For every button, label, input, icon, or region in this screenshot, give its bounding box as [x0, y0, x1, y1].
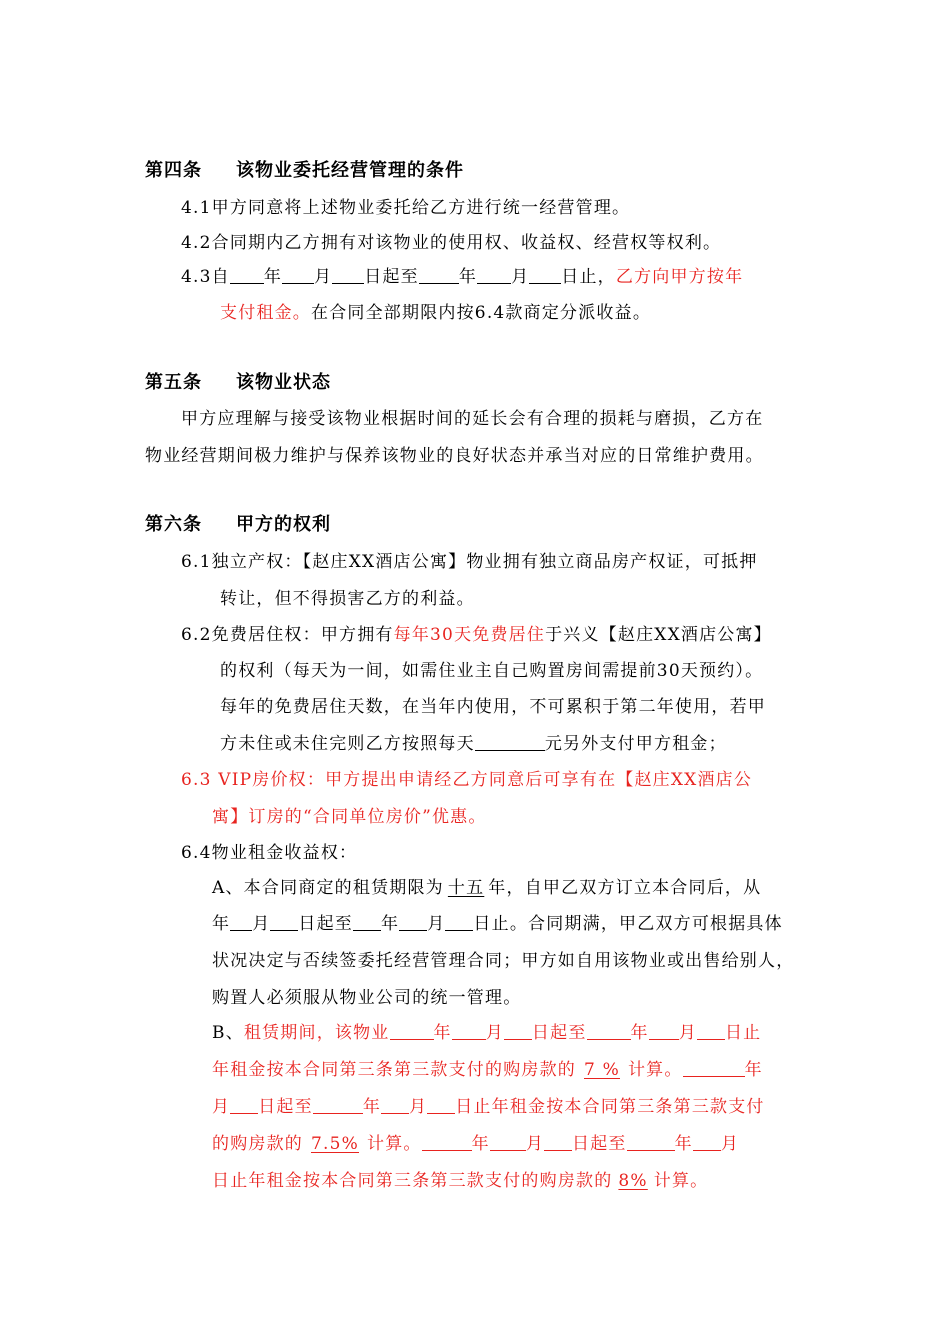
red-emphasis: 乙方向甲方按年 [615, 267, 744, 287]
article-6-heading [145, 514, 331, 536]
clause-4-2: 4.2合同期内乙方拥有对该物业的使用权、收益权、经营权等权利。 [181, 233, 722, 253]
rent-rate-1: 7 % [584, 1060, 620, 1080]
clause-6-2-line-1: 6.2免费居住权：甲方拥有每年30天免费居住于兴义【赵庄XX酒店公寓】 [181, 625, 772, 645]
clause-6-1-line-2: 转让，但不得损害乙方的利益。 [220, 589, 475, 609]
blank-field[interactable] [332, 266, 364, 284]
blank-field[interactable] [627, 1133, 675, 1151]
clause-6-1-line-1: 6.1独立产权：【赵庄XX酒店公寓】物业拥有独立商品房产权证，可抵押 [181, 552, 758, 572]
blank-field[interactable] [477, 266, 511, 284]
clause-4-3-line-2: 支付租金。在合同全部期限内按6.4款商定分派收益。 [220, 303, 652, 323]
blank-field[interactable] [427, 1096, 455, 1114]
blank-field[interactable] [452, 1022, 486, 1040]
clause-6-4-b-line-1: B、租赁期间，该物业 年 月 日起至 年 月 日止 [212, 1023, 762, 1043]
blank-field[interactable] [230, 913, 252, 931]
red-emphasis: 支付租金。 [220, 303, 311, 323]
blank-field[interactable] [270, 913, 298, 931]
article-4-number: 第四条 [145, 160, 202, 181]
blank-field[interactable] [445, 913, 473, 931]
clause-6-3-line-2: 寓】订房的“合同单位房价”优惠。 [212, 807, 487, 827]
clause-4-1: 4.1甲方同意将上述物业委托给乙方进行统一经营管理。 [181, 198, 631, 218]
clause-6-4-b-line-4: 的购房款的 7.5% 计算。 年 月 日起至 年 月 [212, 1134, 740, 1154]
article-6-title: 甲方的权利 [236, 514, 331, 535]
blank-field[interactable] [693, 1133, 721, 1151]
blank-field[interactable] [230, 1096, 258, 1114]
article-5-title: 该物业状态 [236, 372, 331, 393]
clause-6-2-line-3: 每年的免费居住天数，在当年内使用，不可累积于第二年使用，若甲 [220, 697, 766, 717]
blank-field[interactable] [544, 1133, 572, 1151]
clause-6-4-b-line-2: 年租金按本合同第三条第三款支付的购房款的 7 % 计算。 年 [212, 1060, 763, 1080]
lease-term-value: 十五 [447, 878, 485, 898]
clause-6-4-a-line-3: 状况决定与否续签委托经营管理合同；甲方如自用该物业或出售给别人， [212, 951, 795, 971]
blank-field[interactable] [697, 1022, 725, 1040]
clause-6-3-line-1: 6.3 VIP房价权：甲方提出申请经乙方同意后可享有在【赵庄XX酒店公 [181, 770, 753, 790]
article-5-para-line-2: 物业经营期间极力维护与保养该物业的良好状态并承当对应的日常维护费用。 [145, 446, 764, 466]
blank-field[interactable] [313, 1096, 363, 1114]
clause-6-4-b-line-5: 日止年租金按本合同第三条第三款支付的购房款的 8% 计算。 [212, 1171, 709, 1191]
article-5-para-line-1: 甲方应理解与接受该物业根据时间的延长会有合理的损耗与磨损，乙方在 [181, 409, 764, 429]
blank-field[interactable] [475, 733, 545, 751]
clause-6-4-a-line-4: 购置人必须服从物业公司的统一管理。 [212, 988, 522, 1008]
clause-6-4-a-line-1: A、本合同商定的租赁期限为 十五 年，自甲乙双方订立本合同后，从 [212, 878, 762, 898]
blank-field[interactable] [230, 266, 264, 284]
blank-field[interactable] [587, 1022, 631, 1040]
blank-field[interactable] [381, 1096, 409, 1114]
rent-rate-2: 7.5% [311, 1134, 359, 1154]
blank-field[interactable] [683, 1059, 745, 1077]
blank-field[interactable] [422, 1133, 472, 1151]
blank-field[interactable] [529, 266, 561, 284]
blank-field[interactable] [504, 1022, 532, 1040]
clause-4-3-line-1: 4.3自 年 月 日起至 年 月 日止，乙方向甲方按年 [181, 267, 744, 287]
blank-field[interactable] [353, 913, 381, 931]
clause-6-4-a-line-2: 年 月 日起至 年 月 日止。合同期满，甲乙双方可根据具体 [212, 914, 783, 934]
article-4-title: 该物业委托经营管理的条件 [236, 160, 464, 181]
article-5-heading [145, 372, 331, 394]
clause-6-2-line-2: 的权利（每天为一间，如需住业主自己购置房间需提前30天预约）。 [220, 661, 764, 681]
article-6-number: 第六条 [145, 514, 202, 535]
blank-field[interactable] [490, 1133, 526, 1151]
clause-6-2-line-4: 方未住或未住完则乙方按照每天 元另外支付甲方租金； [220, 734, 727, 754]
red-emphasis: 每年30天免费居住 [393, 625, 546, 645]
blank-field[interactable] [399, 913, 427, 931]
article-5-number: 第五条 [145, 372, 202, 393]
blank-field[interactable] [419, 266, 459, 284]
clause-6-4: 6.4物业租金收益权： [181, 843, 358, 863]
blank-field[interactable] [390, 1022, 434, 1040]
rent-rate-3: 8% [618, 1171, 648, 1191]
blank-field[interactable] [282, 266, 314, 284]
article-4-heading [145, 160, 464, 182]
blank-field[interactable] [649, 1022, 679, 1040]
clause-6-4-b-line-3: 月 日起至 年 月 日止年租金按本合同第三条第三款支付 [212, 1097, 765, 1117]
